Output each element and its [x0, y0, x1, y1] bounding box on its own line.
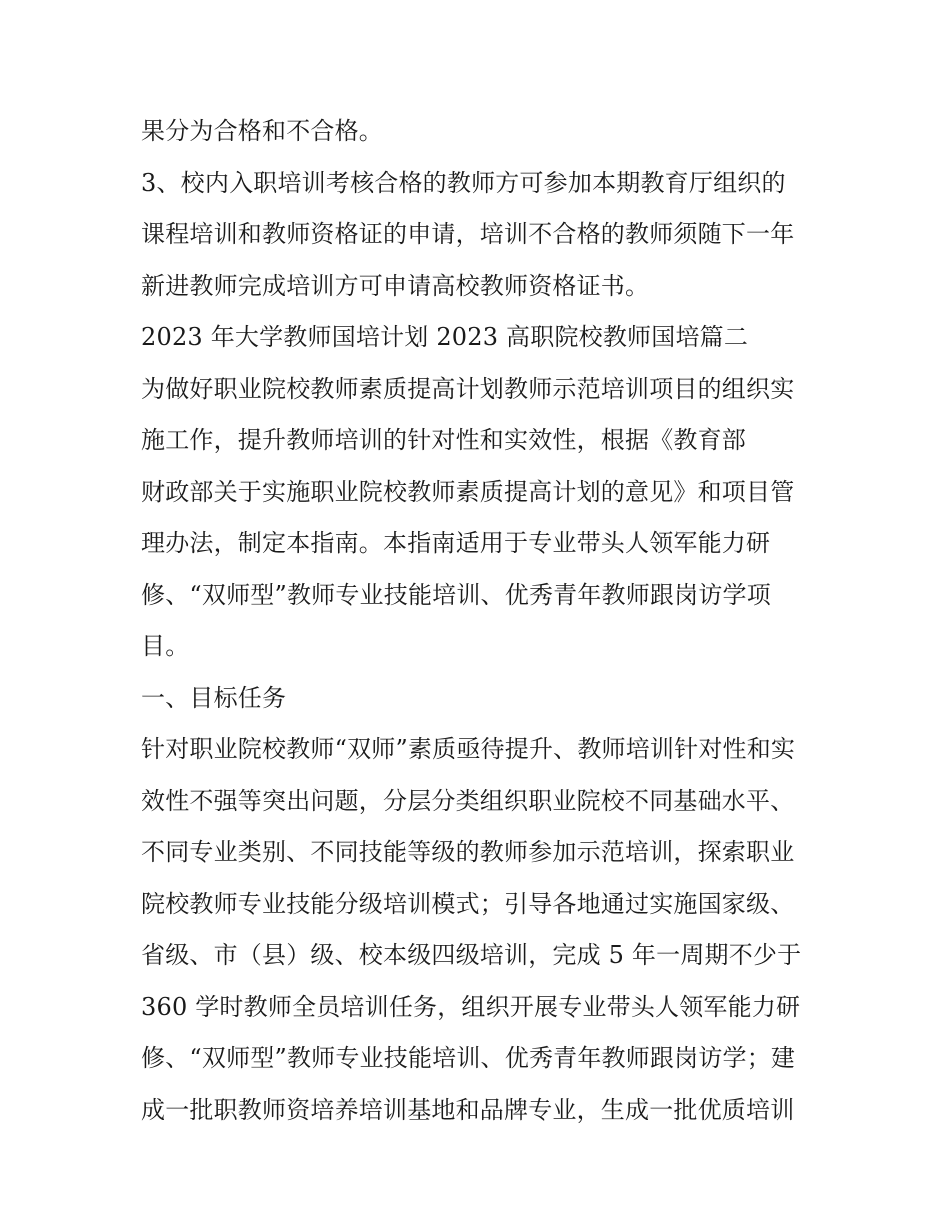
text-line: 新进教师完成培训方可申请高校教师资格证书。: [141, 271, 650, 300]
text-line: 修、“双师型”教师专业技能培训、优秀青年教师跟岗访学项: [141, 580, 771, 609]
document-body: [141, 106, 831, 1136]
text-line: 财政部关于实施职业院校教师素质提高计划的意见》和项目管: [141, 477, 795, 506]
text-line: 施工作，提升教师培训的针对性和实效性，根据《教育部: [141, 426, 746, 454]
text-line: 目。: [141, 632, 190, 660]
text-line: 3、校内入职培训考核合格的教师方可参加本期教育厅组织的: [141, 168, 786, 197]
text-line: 省级、市（县）级、校本级四级培训，完成 5 年一周期不少于: [141, 941, 802, 969]
text-line: 成一批职教师资培养培训基地和品牌专业，生成一批优质培训: [141, 1095, 795, 1124]
text-line: 修、“双师型”教师专业技能培训、优秀青年教师跟岗访学；建: [141, 1044, 796, 1072]
text-line: 不同专业类别、不同技能等级的教师参加示范培训，探索职业: [141, 838, 795, 866]
text-line: 课程培训和教师资格证的申请，培训不合格的教师须随下一年: [141, 220, 795, 248]
subsection-heading: 一、目标任务: [141, 683, 287, 712]
section-heading: 2023 年大学教师国培计划 2023 高职院校教师国培篇二: [141, 323, 749, 351]
text-line: 果分为合格和不合格。: [141, 117, 383, 145]
text-line: 理办法，制定本指南。本指南适用于专业带头人领军能力研: [141, 529, 771, 557]
text-line: 效性不强等突出问题，分层分类组织职业院校不同基础水平、: [141, 786, 795, 815]
text-line: 院校教师专业技能分级培训模式；引导各地通过实施国家级、: [141, 889, 795, 918]
text-line: 360 学时教师全员培训任务，组织开展专业带头人领军能力研: [141, 992, 801, 1021]
text-line: 为做好职业院校教师素质提高计划教师示范培训项目的组织实: [141, 374, 795, 403]
text-line: 针对职业院校教师“双师”素质亟待提升、教师培训针对性和实: [141, 735, 796, 763]
